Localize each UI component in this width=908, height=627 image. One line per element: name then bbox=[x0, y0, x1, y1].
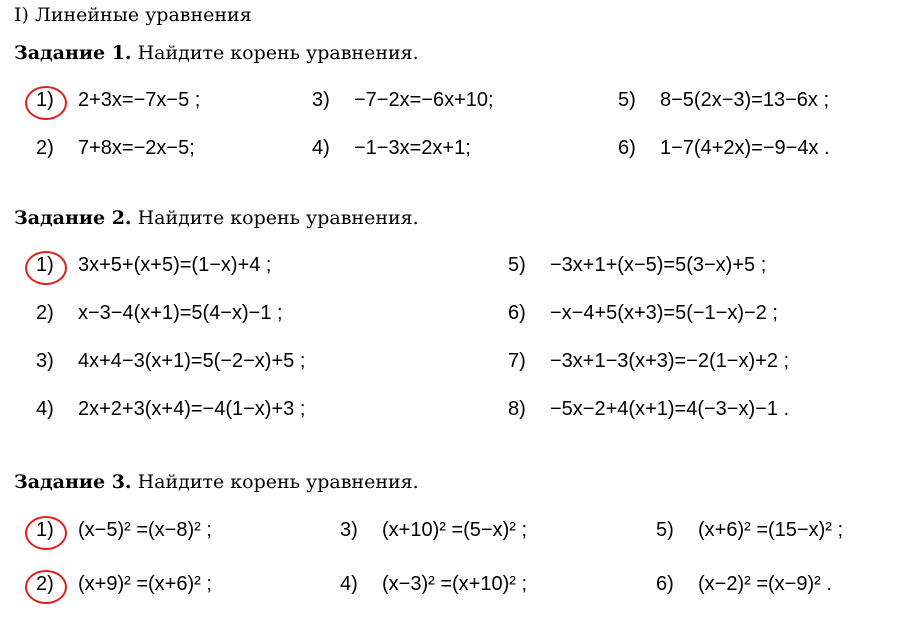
equation-number: 1) bbox=[36, 254, 54, 276]
task-2-instruction: Найдите корень уравнения. bbox=[131, 207, 419, 229]
equation-text: (x+10)² =(5−x)² ; bbox=[382, 519, 528, 541]
task-1-equation-3 bbox=[312, 89, 494, 112]
equation-text: −3x+1−3(x+3)=−2(1−x)+2 ; bbox=[550, 350, 790, 372]
task-1-equation-2 bbox=[36, 137, 195, 160]
equation-text: (x−2)² =(x−9)² . bbox=[698, 573, 832, 595]
equation-text: 4x+4−3(x+1)=5(−2−x)+5 ; bbox=[78, 350, 306, 372]
equation-text: 8−5(2x−3)=13−6x ; bbox=[660, 89, 830, 111]
equation-number: 5) bbox=[508, 254, 526, 276]
equation-number: 3) bbox=[36, 350, 54, 372]
equation-number: 1) bbox=[36, 519, 54, 541]
task-2-equation-1 bbox=[36, 254, 271, 277]
task-1-equation-6 bbox=[618, 137, 830, 160]
equation-number: 4) bbox=[312, 137, 330, 159]
equation-text: (x+9)² =(x+6)² ; bbox=[78, 573, 212, 595]
task-3-equation-5 bbox=[656, 519, 843, 542]
task-1-instruction: Найдите корень уравнения. bbox=[131, 42, 419, 64]
equation-text: −1−3x=2x+1; bbox=[354, 137, 471, 159]
task-3-equation-2 bbox=[36, 573, 212, 596]
equation-number: 2) bbox=[36, 573, 54, 595]
task-3-equation-1 bbox=[36, 519, 212, 542]
equation-number: 6) bbox=[618, 137, 636, 159]
equation-number: 6) bbox=[656, 573, 674, 595]
task-1-equation-1 bbox=[36, 89, 200, 112]
equation-text: x−3−4(x+1)=5(4−x)−1 ; bbox=[78, 302, 283, 324]
task-2-equation-5 bbox=[508, 254, 766, 277]
equation-number: 6) bbox=[508, 302, 526, 324]
equation-text: 7+8x=−2x−5; bbox=[78, 137, 195, 159]
task-3-equation-6 bbox=[656, 573, 832, 596]
equation-text: 2x+2+3(x+4)=−4(1−x)+3 ; bbox=[78, 398, 306, 420]
equation-text: −3x+1+(x−5)=5(3−x)+5 ; bbox=[550, 254, 767, 276]
equation-number: 1) bbox=[36, 89, 54, 111]
task-2-equation-6 bbox=[508, 302, 778, 325]
task-3-heading bbox=[14, 471, 419, 493]
task-1-label: Задание 1. bbox=[14, 42, 132, 64]
task-2-equation-4 bbox=[36, 398, 305, 421]
task-1-heading bbox=[14, 42, 419, 64]
equation-text: (x−3)² =(x+10)² ; bbox=[382, 573, 528, 595]
task-3-instruction: Найдите корень уравнения. bbox=[131, 471, 419, 493]
task-1-equation-4 bbox=[312, 137, 471, 160]
task-2-equation-8 bbox=[508, 398, 789, 421]
section-title: I) Линейные уравнения bbox=[14, 4, 252, 26]
task-2-equation-3 bbox=[36, 350, 305, 373]
equation-text: (x−5)² =(x−8)² ; bbox=[78, 519, 212, 541]
equation-number: 4) bbox=[340, 573, 358, 595]
task-3-equation-4 bbox=[340, 573, 527, 596]
equation-text: 3x+5+(x+5)=(1−x)+4 ; bbox=[78, 254, 272, 276]
equation-text: 1−7(4+2x)=−9−4x . bbox=[660, 137, 830, 159]
equation-text: −5x−2+4(x+1)=4(−3−x)−1 . bbox=[550, 398, 790, 420]
task-3-label: Задание 3. bbox=[14, 471, 132, 493]
equation-number: 7) bbox=[508, 350, 526, 372]
task-2-label: Задание 2. bbox=[14, 207, 132, 229]
task-3-equation-3 bbox=[340, 519, 527, 542]
equation-number: 2) bbox=[36, 137, 54, 159]
task-2-equation-2 bbox=[36, 302, 283, 325]
equation-number: 4) bbox=[36, 398, 54, 420]
task-2-heading bbox=[14, 207, 419, 229]
equation-number: 5) bbox=[618, 89, 636, 111]
equation-text: (x+6)² =(15−x)² ; bbox=[698, 519, 844, 541]
equation-number: 3) bbox=[312, 89, 330, 111]
equation-number: 8) bbox=[508, 398, 526, 420]
equation-text: 2+3x=−7x−5 ; bbox=[78, 89, 201, 111]
equation-number: 5) bbox=[656, 519, 674, 541]
task-2-equation-7 bbox=[508, 350, 789, 373]
equation-text: −x−4+5(x+3)=5(−1−x)−2 ; bbox=[550, 302, 778, 324]
equation-number: 3) bbox=[340, 519, 358, 541]
equation-text: −7−2x=−6x+10; bbox=[354, 89, 494, 111]
equation-number: 2) bbox=[36, 302, 54, 324]
task-1-equation-5 bbox=[618, 89, 829, 112]
